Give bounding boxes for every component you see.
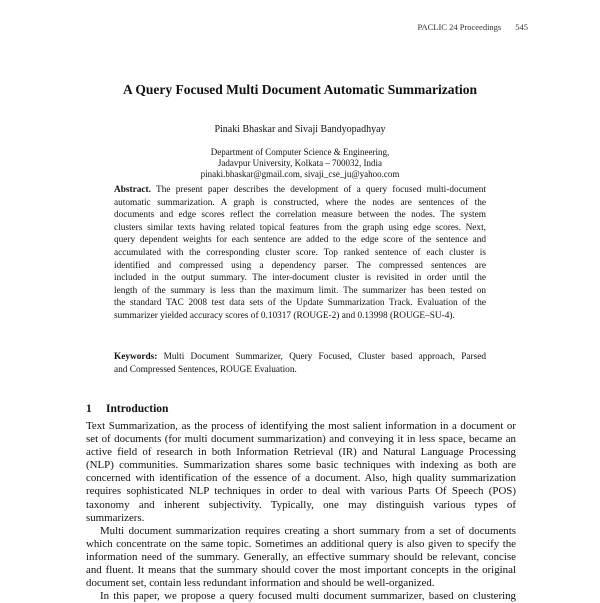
abstract-line: The present paper describes the development of a query focused multi-document xyxy=(156,185,486,195)
body-line: summarizers. xyxy=(86,511,145,524)
abstract-line: query dependent weights for each sentence are added to the edge score of the sentence and xyxy=(114,235,486,246)
body-line: In this paper, we propose a query focused multi document summarizer, based on clustering xyxy=(100,590,516,603)
venue-label: PACLIC 24 Proceedings xyxy=(417,22,502,32)
body-line: concerned with identification of the essence of a document. Also, high quality summarization xyxy=(86,472,516,485)
abstract-label: Abstract. xyxy=(114,185,151,195)
page-number: 545 xyxy=(515,22,528,32)
body-line: Text Summarization, as the process of identifying the most salient information in a document or xyxy=(86,420,516,432)
body-line: document set, contain less redundant information and should be well-organized. xyxy=(86,577,435,590)
section-title: Introduction xyxy=(106,403,169,415)
affiliation-univ: Jadavpur University, Kolkata – 700032, India xyxy=(217,158,383,168)
body-line: information need of the summary. Generally, an effective summary should be relevant, concise xyxy=(86,550,516,563)
running-header xyxy=(404,22,529,32)
abstract-line: identified and compressed using a dependency parser. The compressed sentences are xyxy=(114,260,486,271)
body-line: (NLP) communities. Summarization shares some basic techniques with indexing as both are xyxy=(86,459,516,472)
affiliation-emails: pinaki.bhaskar@gmail.com, sivaji_cse_ju@yahoo.com xyxy=(200,169,400,179)
abstract-line: included in the output summary. The inter-document cluster is revisited in order until the xyxy=(114,273,486,284)
authors: Pinaki Bhaskar and Sivaji Bandyopadhyay xyxy=(214,124,386,135)
affiliation xyxy=(0,147,600,180)
body-line: active field of research in both Information Retrieval (IR) and Natural Language Processing xyxy=(86,446,516,459)
body-line: set of documents (for multi document summarization) and conveying it in less space, became an xyxy=(86,433,516,446)
keywords-label: Keywords: xyxy=(114,352,158,362)
body-text xyxy=(86,420,516,603)
body-line: and fluent. It means that the summary should cover the most important concepts in the original xyxy=(86,564,516,577)
abstract-line: accumulated with the corresponding cluster score. Top ranked sentence of each cluster is xyxy=(114,247,486,258)
keywords-line: and Compressed Sentences, ROUGE Evaluation. xyxy=(114,364,297,375)
body-line: taxonomy and inherent subjectivity. Typically, one may distinguish various types of xyxy=(86,498,516,511)
body-line: requires sophisticated NLP techniques in order to deal with various Parts Of Speech (POS) xyxy=(86,485,516,498)
affiliation-dept: Department of Computer Science & Engineering, xyxy=(210,147,390,157)
abstract-line: length of the summary is less than the maximum limit. The summarizer has been tested on xyxy=(114,285,486,296)
section-heading xyxy=(86,403,168,415)
paper-title: A Query Focused Multi Document Automatic Summarization xyxy=(123,82,477,97)
body-line: Multi document summarization requires creating a short summary from a set of documents xyxy=(100,524,516,537)
abstract-line: clusters similar texts having related topical features from the graph using edge scores. Next, xyxy=(114,222,486,233)
keywords-line: Multi Document Summarizer, Query Focused, Cluster based approach, Parsed xyxy=(163,352,486,362)
body-line: which concentrate on the same topic. Sometimes an additional query is also given to specify the xyxy=(86,537,516,550)
keywords xyxy=(114,351,486,376)
abstract-line: automatic summarization. A graph is constructed, where the nodes are sentences of the xyxy=(114,197,486,208)
abstract-line: summarizer yielded accuracy scores of 0.10317 (ROUGE-2) and 0.13998 (ROUGE–SU-4). xyxy=(114,310,455,321)
abstract-line: documents and edge scores reflect the correlation measure between the nodes. The system xyxy=(114,210,486,221)
abstract xyxy=(114,184,486,323)
abstract-line: the standard TAC 2008 test data sets of the Update Summarization Track. Evaluation of the xyxy=(114,298,486,309)
section-number: 1 xyxy=(86,403,92,415)
